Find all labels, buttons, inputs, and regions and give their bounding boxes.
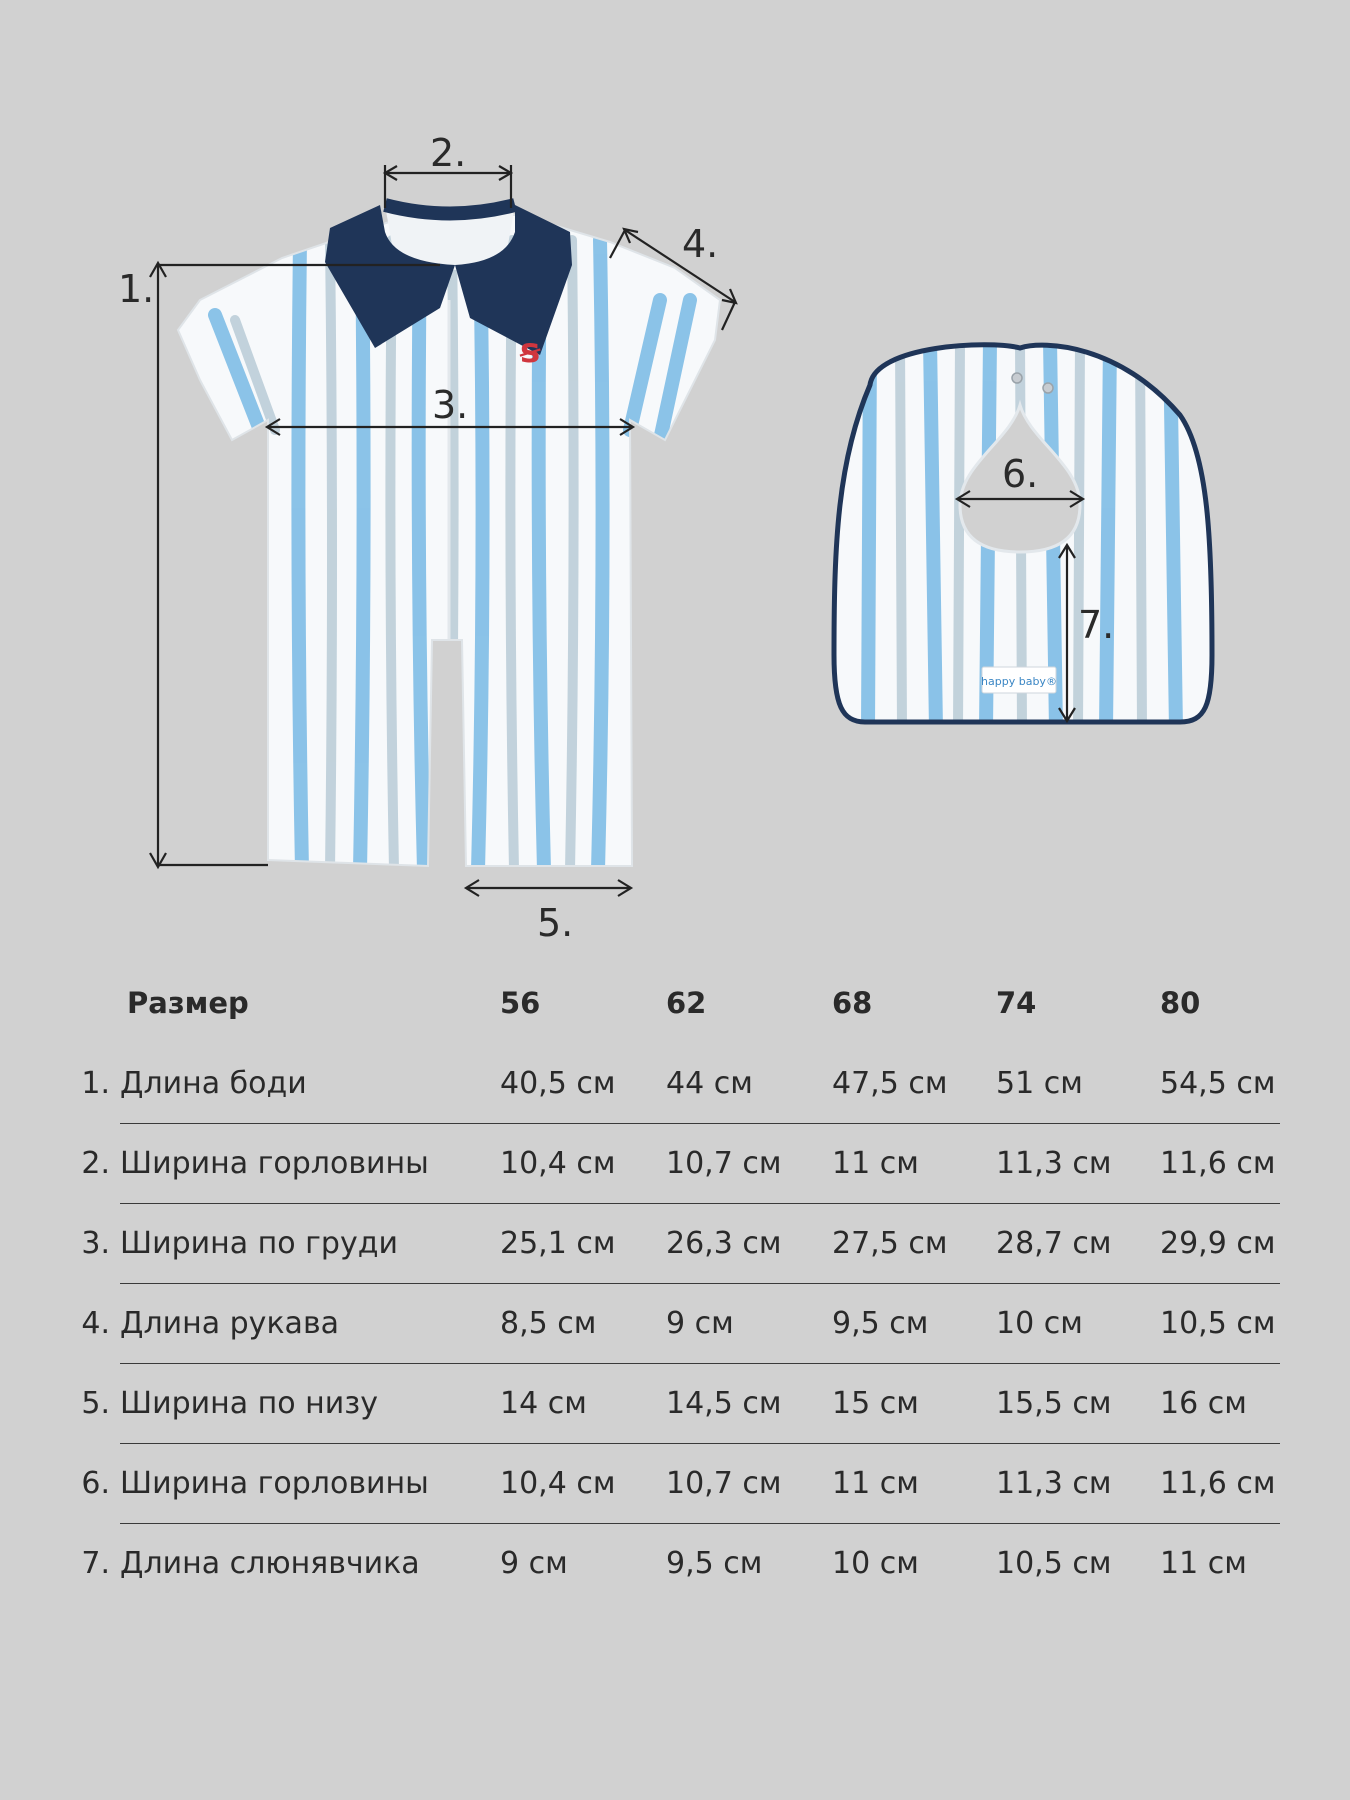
table-row (60, 1284, 1280, 1364)
table-cell: 10,5 см (1160, 1306, 1276, 1341)
table-cell: 11,6 см (1160, 1466, 1276, 1501)
measure-label-1: 1. (118, 267, 155, 311)
measure-label-6: 6. (1002, 452, 1039, 496)
table-cell: 15 см (832, 1386, 919, 1421)
table-cell: 14,5 см (666, 1386, 782, 1421)
table-cell: 10 см (996, 1306, 1083, 1341)
row-label: Ширина горловины (120, 1466, 429, 1501)
table-cell: 54,5 см (1160, 1066, 1276, 1101)
size-header-cell: 80 (1160, 986, 1201, 1020)
logo-mark: ꞩ (520, 331, 541, 371)
size-header-cell: 74 (996, 986, 1037, 1020)
table-cell: 9,5 см (666, 1546, 763, 1581)
measure-label-3: 3. (432, 383, 469, 427)
row-label: Ширина горловины (120, 1146, 429, 1181)
table-row (60, 1364, 1280, 1444)
table-cell: 15,5 см (996, 1386, 1112, 1421)
table-cell: 11 см (1160, 1546, 1247, 1581)
row-number: 2. (81, 1146, 110, 1181)
measure-label-4: 4. (682, 222, 719, 266)
table-cell: 51 см (996, 1066, 1083, 1101)
table-row (60, 1044, 1280, 1124)
table-cell: 11,3 см (996, 1466, 1112, 1501)
table-cell: 26,3 см (666, 1226, 782, 1261)
table-cell: 10 см (832, 1546, 919, 1581)
table-row (60, 1124, 1280, 1204)
table-cell: 8,5 см (500, 1306, 597, 1341)
table-cell: 10,4 см (500, 1146, 616, 1181)
size-table (60, 962, 1280, 1604)
table-cell: 44 см (666, 1066, 753, 1101)
table-cell: 28,7 см (996, 1226, 1112, 1261)
measure-label-2: 2. (430, 131, 467, 175)
table-cell: 9 см (666, 1306, 734, 1341)
table-row (60, 1524, 1280, 1604)
table-row (60, 1444, 1280, 1524)
row-number: 7. (81, 1546, 110, 1581)
table-cell: 11,3 см (996, 1146, 1112, 1181)
size-header-cell: 68 (832, 986, 873, 1020)
table-cell: 11 см (832, 1466, 919, 1501)
table-cell: 25,1 см (500, 1226, 616, 1261)
table-cell: 10,5 см (996, 1546, 1112, 1581)
row-number: 5. (81, 1386, 110, 1421)
size-header-label: Размер (127, 986, 249, 1020)
bib-illustration (820, 330, 1230, 740)
romper-illustration (150, 200, 750, 880)
row-label: Длина боди (120, 1066, 307, 1101)
table-cell: 16 см (1160, 1386, 1247, 1421)
table-cell: 10,4 см (500, 1466, 616, 1501)
row-number: 1. (81, 1066, 110, 1101)
table-cell: 27,5 см (832, 1226, 948, 1261)
measure-label-7: 7. (1078, 603, 1115, 647)
size-header-cell: 56 (500, 986, 541, 1020)
row-number: 6. (81, 1466, 110, 1501)
brand-tag: happy baby® (981, 675, 1057, 688)
table-cell: 47,5 см (832, 1066, 948, 1101)
table-cell: 10,7 см (666, 1466, 782, 1501)
row-label: Ширина по низу (120, 1386, 378, 1421)
table-cell: 11 см (832, 1146, 919, 1181)
row-label: Ширина по груди (120, 1226, 398, 1261)
row-label: Длина слюнявчика (120, 1546, 420, 1581)
table-cell: 10,7 см (666, 1146, 782, 1181)
row-label: Длина рукава (120, 1306, 340, 1341)
table-row (60, 1204, 1280, 1284)
measure-label-5: 5. (537, 901, 574, 945)
table-cell: 40,5 см (500, 1066, 616, 1101)
row-number: 4. (81, 1306, 110, 1341)
table-header-row (60, 962, 1280, 1044)
table-cell: 9,5 см (832, 1306, 929, 1341)
table-cell: 9 см (500, 1546, 568, 1581)
row-number: 3. (81, 1226, 110, 1261)
table-cell: 11,6 см (1160, 1146, 1276, 1181)
table-cell: 14 см (500, 1386, 587, 1421)
table-cell: 29,9 см (1160, 1226, 1276, 1261)
size-header-cell: 62 (666, 986, 707, 1020)
